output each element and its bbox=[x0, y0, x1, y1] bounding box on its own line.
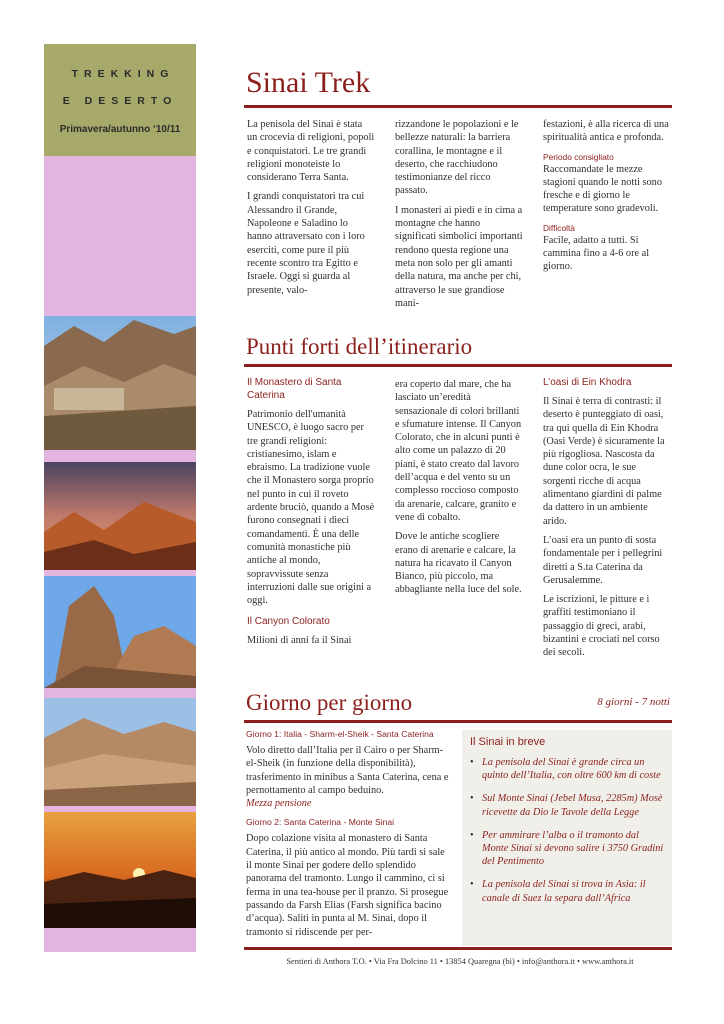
giorno-rule bbox=[244, 720, 672, 723]
giorno-col bbox=[246, 728, 450, 945]
day-1-title: Giorno 1: Italia - Sharm-el-Sheik - Santa Caterina bbox=[246, 729, 434, 739]
monastero-title: Il Monastero di Santa Caterina bbox=[247, 377, 342, 401]
canyon-text-3: Dove le antiche scogliere erano di arenarie e calcare, la natura ha ricavato il Canyon Bianco, più piccolo, ma abbagliante nella luce del sole. bbox=[395, 531, 522, 596]
intro-paragraph: rizzandone le popolazioni e le bellezze naturali: la barriera corallina, le montagne e il deserto, che racchiudono testimonianze del ricco passato. bbox=[395, 119, 519, 197]
difficolta-text: Facile, adatto a tutti. Si cammina fino a 4-6 ore al giorno. bbox=[543, 234, 650, 273]
page-title: Sinai Trek bbox=[246, 66, 371, 99]
summary-list bbox=[470, 756, 664, 905]
canyon-text-2: era coperto dal mare, che ha lasciato un’eredità sensazionale di colori brillanti e sfumature intense. Il Canyon Colorato, che in alcuni punti è alto come un palazzo di 20 piani, è stato creato dal lavoro dell’acqua e del vento su un complesso roccioso composto da arenarie, calcare, granito e vene di cobalto. bbox=[395, 379, 522, 523]
monastero-text: Patrimonio dell'umanità UNESCO, è luogo sacro per tre grandi religioni: cristianesimo, islam e ebraismo. La tradizione vuole che il Monastero sorga proprio nel punto in cui il roveto ardente bruciò, quando a Mosè furono consegnati i dieci comandamenti. È una delle comunità monastiche più antiche al mondo, sopravvissute senza interruzioni dalle sue origini a oggi. bbox=[247, 409, 375, 607]
canyon-text-1: Milioni di anni fa il Sinai bbox=[247, 635, 352, 647]
oasi-text-1: Il Sinai è terra di contrasti: il deserto è punteggiato di oasi, tra qui quella di Ein Khodra (Oasi Verde) è sicuramente la più rigogliosa. Nascosta da dune color ocra, le sue sorgenti ricche di acqua alimentano giardini di palme da dattero in un ambiente arido. bbox=[543, 396, 665, 527]
intro-paragraph: I grandi conquistatori tra cui Alessandro il Grande, Napoleone e Saladino lo hanno attraversato con i loro eserciti, come pure il più recente scontro tra Egitto e Israele. Oggi si guarda al presente, valo- bbox=[247, 191, 365, 296]
oasi-text-2: L’oasi era un punto di sosta fondamentale per i pellegrini diretti a S.ta Caterina da Gerusalemme. bbox=[543, 534, 663, 586]
sinai-summary-box bbox=[462, 730, 672, 946]
intro-col-3 bbox=[543, 118, 671, 280]
trip-duration: 8 giorni - 7 notti bbox=[597, 696, 670, 708]
list-item: • La penisola del Sinai si trova in Asia: il canale di Suez la separa dall’Africa bbox=[470, 878, 664, 904]
intro-paragraph: I monasteri ai piedi e in cima a montagne che hanno significati simbolici importanti rendono questa regione una meta non solo per gli amanti della natura, ma anche per chi, attraverso le sue grandiose mani- bbox=[395, 204, 523, 309]
box-title: Il Sinai in breve bbox=[470, 736, 546, 748]
list-item: • La penisola del Sinai è grande circa un quinto dell’Italia, con oltre 600 km di coste bbox=[470, 756, 664, 782]
day-2-text: Dopo colazione visita al monastero di Santa Caterina, il più antico al mondo. Più tardi si sale il monte Sinai per godere dello splendido panorama del tramonto. Lungo il cammino, ci si ferma in una tea-house per il pranzo. Si prosegue passando da Farsh Elias (Farsh significa bacino d’acqua). Saliti in punta al M. Sinai, dopo il tramonto si ridiscende per per- bbox=[246, 833, 449, 938]
list-item: • Sul Monte Sinai (Jebel Musa, 2285m) Mosè ricevette da Dio le Tavole della Legge bbox=[470, 792, 664, 818]
photo-desert-valley bbox=[44, 698, 196, 806]
canyon-title: Il Canyon Colorato bbox=[247, 616, 330, 628]
photo-monastery bbox=[44, 316, 196, 450]
list-item: • Per ammirare l’alba o il tramonto dal Monte Sinai si devono salire i 3750 Gradini del Pentimento bbox=[470, 829, 664, 869]
intro-paragraph: La penisola del Sinai è stata un crocevia di religioni, popoli e conquistatori. Le tre grandi religioni monoteiste lo considerano Terra Santa. bbox=[247, 119, 375, 184]
punti-col-1 bbox=[247, 376, 375, 654]
photo-mountain-peak bbox=[44, 576, 196, 688]
difficolta-label: Difficoltà bbox=[543, 222, 575, 233]
photo-sunset-rocks bbox=[44, 462, 196, 570]
periodo-label: Periodo consigliato bbox=[543, 151, 614, 162]
intro-paragraph: festazioni, è alla ricerca di una spiritualità antica e profonda. bbox=[543, 119, 669, 144]
footer-rule bbox=[244, 947, 672, 950]
day-1-text: Volo diretto dall’Italia per il Cairo o per Sharm-el-Sheik (in funzione della disponibilità), trasferimento in minibus a Santa Caterina, cena e pernottamento al campo beduino. bbox=[246, 745, 449, 796]
oasi-text-3: Le iscrizioni, le pitture e i graffiti testimoniano il passaggio di greci, arabi, bizantini e crociati nel corso dei secoli. bbox=[543, 594, 660, 659]
section-title-giorno: Giorno per giorno bbox=[246, 690, 413, 715]
punti-col-2 bbox=[395, 378, 523, 603]
intro-col-2 bbox=[395, 118, 523, 316]
intro-col-1 bbox=[247, 118, 375, 303]
sidebar-header bbox=[44, 44, 196, 156]
photo-sunrise bbox=[44, 812, 196, 928]
season-label: Primavera/autunno ‘10/11 bbox=[59, 124, 181, 135]
brand-line-1: TREKKING bbox=[71, 68, 175, 80]
brand-line-2: E DESERTO bbox=[62, 95, 178, 107]
punti-rule bbox=[244, 364, 672, 367]
day-1-board: Mezza pensione bbox=[246, 798, 312, 810]
section-title-punti: Punti forti dell’itinerario bbox=[246, 334, 473, 359]
day-2-title: Giorno 2: Santa Caterina - Monte Sinai bbox=[246, 817, 395, 828]
footer-contact: Sentieri di Anthora T.O. • Via Fra Dolcino 11 • 13854 Quaregna (bi) • info@anthora.it • www.anthora.it bbox=[286, 957, 634, 966]
punti-col-3 bbox=[543, 376, 671, 666]
oasi-title: L’oasi di Ein Khodra bbox=[543, 377, 632, 388]
periodo-text: Raccomandate le mezze stagioni quando le notti sono fresche e di giorno le temperature sono gradevoli. bbox=[543, 163, 662, 215]
title-rule bbox=[244, 105, 672, 108]
